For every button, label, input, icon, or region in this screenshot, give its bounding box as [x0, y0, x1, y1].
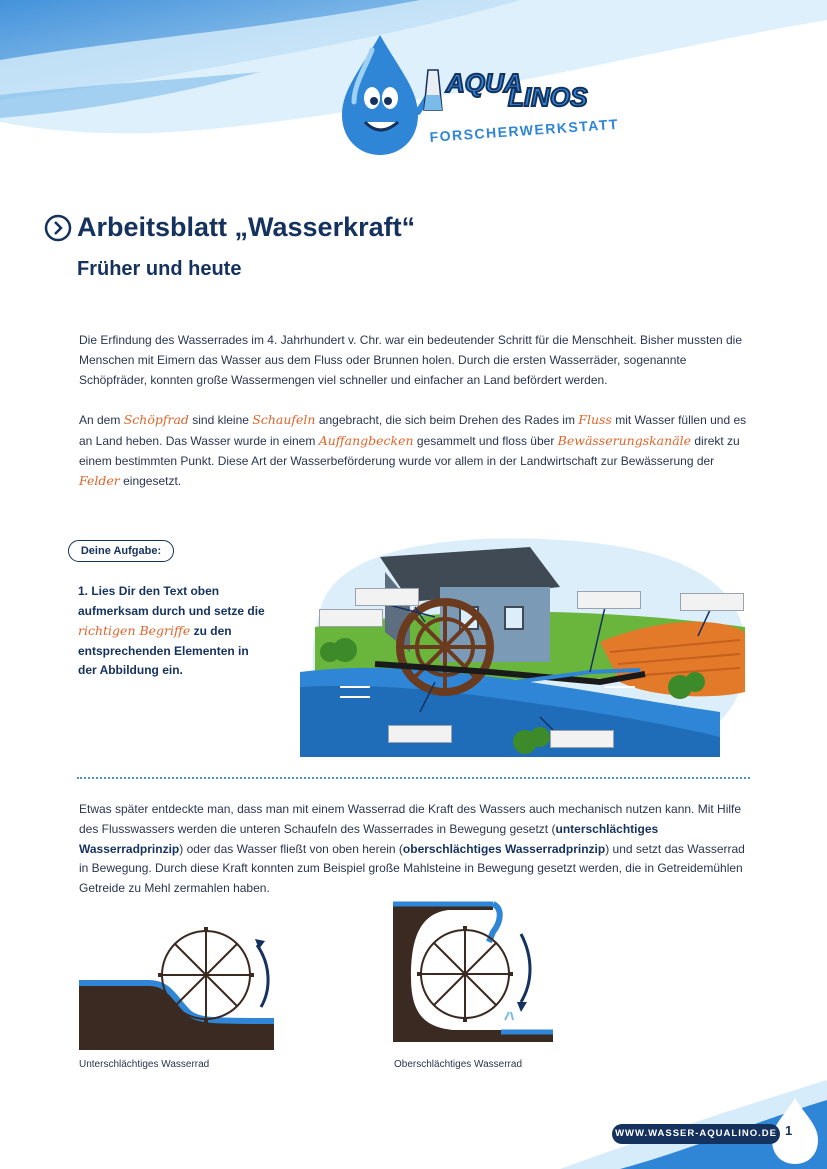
- water-mill-illustration: [300, 532, 750, 757]
- term-bewaesserungskanaele: Bewässerungskanäle: [557, 432, 692, 448]
- task-instruction: [78, 582, 268, 681]
- chevron-right-icon: [44, 214, 72, 242]
- aqualinos-logo: [320, 30, 620, 165]
- section-divider: [77, 777, 750, 779]
- text-run: Etwas später entdeckte man, dass man mit einem Wasserrad die Kraft des Wassers auch mechanisch nutzen kann. Mit Hilfe des Flusswassers werden die unteren Schaufeln des Wasserrades in Bewegung gesetzt (: [79, 802, 742, 836]
- page-subtitle: Früher und heute: [77, 258, 242, 280]
- term-fluss: Fluss: [578, 412, 612, 427]
- logo-tagline: FORSCHERWERKSTATT: [429, 115, 620, 145]
- term-unterschlaechtig: unterschlächtiges Wasserradprinzip: [79, 821, 659, 856]
- term-schoepfrad: Schöpfrad: [123, 412, 189, 427]
- term-richtige-begriffe: richtigen Begriffe: [78, 623, 191, 639]
- label-field-1[interactable]: [355, 588, 419, 606]
- label-field-2[interactable]: [319, 609, 383, 627]
- label-field-4[interactable]: [680, 593, 744, 611]
- label-field-5[interactable]: [388, 725, 452, 743]
- footer-url[interactable]: WWW.WASSER-AQUALINO.DE: [612, 1124, 780, 1144]
- wheel-icon: [417, 926, 513, 1022]
- mill-house: [440, 587, 550, 662]
- undershot-wheel-diagram: [79, 915, 279, 1055]
- text-run: zu den entsprechenden Elementen in der Abbildung ein.: [78, 624, 249, 678]
- logo-brand-line1: AQUA: [446, 68, 523, 98]
- text-run: An dem: [79, 413, 124, 427]
- text-run: eingesetzt.: [119, 474, 182, 489]
- caption-overshot: Oberschlächtiges Wasserrad: [394, 1059, 523, 1070]
- rotation-arrow-icon: [521, 934, 530, 1002]
- page-title: Arbeitsblatt „Wasserkraft“: [77, 212, 416, 242]
- wasserrad-prinzip-paragraph: [79, 800, 749, 899]
- term-felder: Felder: [79, 473, 120, 489]
- intro-paragraph: Die Erfindung des Wasserrades im 4. Jahrhundert v. Chr. war ein bedeutender Schritt für die Menschheit. Bisher mussten die Menschen mit Eimern das Wasser aus dem Fluss oder Brunnen holen. Durch die ersten Wasserräder, sogenannte Schöpfräder, konnten große Wassermengen viel schneller und einfacher an Land befördert werden.: [79, 333, 742, 387]
- text-run: gesammelt und floss über: [413, 433, 558, 448]
- task-badge: Deine Aufgabe:: [68, 540, 174, 562]
- text-run: 1. Lies Dir den Text oben aufmerksam durch und setze die: [78, 584, 265, 618]
- term-oberschlaechtig: oberschlächtiges Wasserradprinzip: [402, 841, 606, 856]
- term-schaufeln: Schaufeln: [252, 412, 316, 427]
- overshot-wheel-diagram: [393, 902, 563, 1042]
- text-run: mit Wasser füllen und es an Land heben. Das Wasser wurde in einem: [79, 413, 747, 448]
- page-number: 1: [785, 1123, 793, 1138]
- text-run: ) oder das Wasser fließt von oben herein (: [179, 841, 403, 856]
- text-run: angebracht, die sich beim Drehen des Rades im: [315, 413, 579, 427]
- water-wheel: [400, 602, 490, 692]
- term-auffangbecken: Auffangbecken: [318, 432, 414, 448]
- caption-undershot: Unterschlächtiges Wasserrad: [79, 1059, 210, 1070]
- schoepfrad-paragraph: [79, 410, 749, 492]
- text-run: direkt zu einem bestimmten Punkt. Diese Art der Wasserbeförderung wurde vor allem in der Landwirtschaft zur Bewässerung der: [79, 433, 740, 468]
- rotation-arrow-icon: [257, 945, 268, 1007]
- text-run: sind kleine: [188, 413, 253, 427]
- label-field-3[interactable]: [577, 591, 641, 609]
- text-run: ) und setzt das Wasserrad in Bewegung. Durch diese Kraft konnten zum Beispiel große Mahlsteine in Bewegung gesetzt werden, die in Getreidemühlen Getreide zu Mehl zermahlen haben.: [79, 841, 745, 896]
- logo-brand-line2: LINOS: [508, 82, 588, 112]
- label-field-6[interactable]: [550, 730, 614, 748]
